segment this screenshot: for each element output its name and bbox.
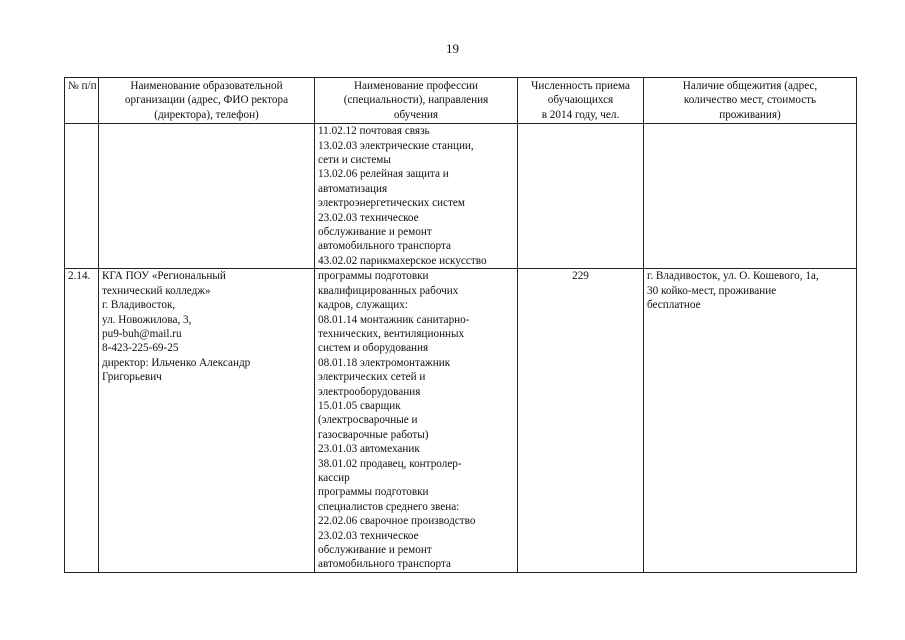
text-line: программы подготовки <box>318 270 429 283</box>
text-line: Наименование профессии <box>353 80 479 92</box>
header-admission <box>518 78 644 124</box>
text-line: технических, вентиляционных <box>318 327 465 340</box>
text-line: обучающихся <box>547 94 614 107</box>
text-line: электрооборудования <box>318 385 421 398</box>
text-line: 30 койко-мест, проживание <box>647 284 777 297</box>
text-line: квалифицированных рабочих <box>318 284 459 297</box>
text-line: электроэнергетических систем <box>318 197 465 210</box>
text-line: автомобильного транспорта <box>318 558 451 571</box>
text-line: 13.02.03 электрические станции, <box>318 139 474 152</box>
cell-dormitory <box>644 124 857 269</box>
text-line: обучения <box>393 108 439 121</box>
header-profession <box>315 78 518 124</box>
text-line: 08.01.14 монтажник санитарно- <box>318 313 470 326</box>
text-line: организации (адрес, ФИО ректора <box>124 94 289 107</box>
text-line: кассир <box>318 471 350 484</box>
text-line: бесплатное <box>647 299 701 312</box>
text-line: обслуживание и ремонт <box>318 226 432 239</box>
header-row <box>65 78 857 124</box>
text-line: ул. Новожилова, 3, <box>102 313 192 326</box>
text-line: (электросварочные и <box>318 414 418 427</box>
text-line: 43.02.02 парикмахерское искусство <box>318 254 487 267</box>
text-line: автоматизация <box>318 182 388 195</box>
text-line: 22.02.06 сварочное производство <box>318 515 476 528</box>
text-line: 08.01.18 электромонтажник <box>318 356 451 369</box>
text-line: электрических сетей и <box>318 371 426 384</box>
text-line: количество мест, стоимость <box>683 94 817 107</box>
text-line: 13.02.06 релейная защита и <box>318 168 449 181</box>
text-line: сети и системы <box>318 154 391 167</box>
text-line: (специальности), направления <box>343 94 489 107</box>
text-line: в 2014 году, чел. <box>541 108 620 121</box>
text-line: г. Владивосток, ул. О. Кошевого, 1а, <box>647 270 819 283</box>
text-line: автомобильного транспорта <box>318 240 451 253</box>
education-table <box>64 77 857 573</box>
text-line: Наличие общежития (адрес, <box>682 80 818 92</box>
cell-professions <box>315 124 518 269</box>
text-line: КГА ПОУ «Региональный <box>102 270 226 283</box>
text-line: программы подготовки <box>318 486 429 499</box>
text-line: 15.01.05 сварщик <box>318 399 401 412</box>
text-line: Наименование образовательной <box>130 80 283 92</box>
text-line: проживания) <box>719 108 781 121</box>
header-number <box>65 78 99 124</box>
text-line: систем и оборудования <box>318 342 429 355</box>
text-line: Численность приема <box>531 80 630 92</box>
text-line: обслуживание и ремонт <box>318 544 432 556</box>
cell-professions <box>315 269 518 573</box>
page-number: 19 <box>446 41 459 56</box>
cell-dormitory <box>644 269 857 573</box>
text-line: газосварочные работы) <box>318 428 429 441</box>
cell-admission <box>518 124 644 269</box>
header-dormitory <box>644 78 857 124</box>
text-line: 23.02.03 техническое <box>318 529 419 542</box>
text-line: 23.01.03 автомеханик <box>318 443 420 456</box>
text-line: Григорьевич <box>102 371 162 384</box>
text-line: 23.02.03 техническое <box>318 211 419 224</box>
text-line: № п/п <box>68 80 97 92</box>
text-line: специалистов среднего звена: <box>318 500 460 513</box>
cell-organization <box>99 124 315 269</box>
text-line: (директора), телефон) <box>154 108 259 121</box>
text-line: технический колледж» <box>102 284 211 297</box>
cell-number <box>65 124 99 269</box>
cell-admission: 229 <box>518 269 644 573</box>
cell-organization <box>99 269 315 573</box>
cell-number: 2.14. <box>65 269 99 573</box>
text-line: 8-423-225-69-25 <box>102 342 179 355</box>
text-line: pu9-buh@mail.ru <box>102 327 182 340</box>
text-line: г. Владивосток, <box>102 299 176 312</box>
text-line: директор: Ильченко Александр <box>102 356 251 369</box>
text-line: 38.01.02 продавец, контролер- <box>318 457 462 470</box>
text-line: кадров, служащих: <box>318 299 408 312</box>
text-line: 11.02.12 почтовая связь <box>318 125 430 138</box>
table-row-continued <box>65 124 857 269</box>
table-row-2-14 <box>65 269 857 573</box>
header-organization <box>99 78 315 124</box>
